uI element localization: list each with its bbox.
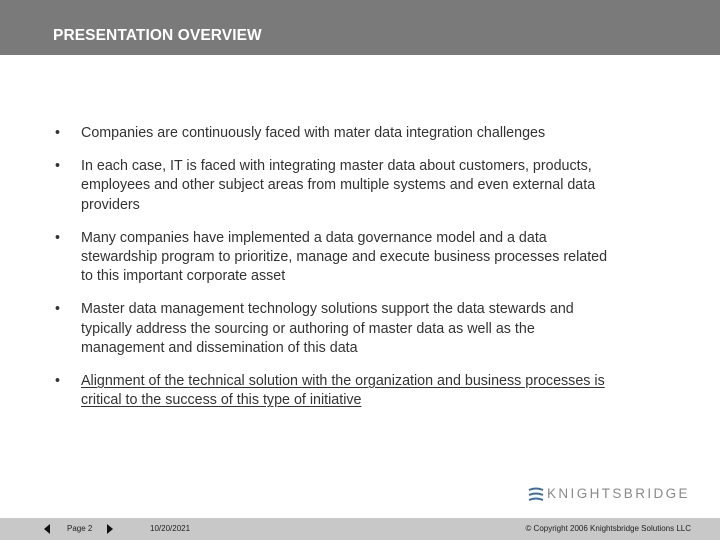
logo-wordmark: KNIGHTSBRIDGE	[547, 486, 690, 501]
footer-date: 10/20/2021	[150, 524, 191, 533]
bullet-item	[55, 372, 620, 410]
page-number: Page 2	[67, 524, 93, 533]
footer-copyright: © Copyright 2006 Knightsbridge Solutions LLC	[525, 524, 691, 533]
bullet-text-underlined: Alignment of the technical solution with the organization and business processes is critical to the success of this type of initiative	[81, 373, 605, 409]
knightsbridge-logo-icon	[528, 487, 544, 503]
bullet-dot: •	[55, 301, 61, 318]
bullet-item	[55, 229, 620, 287]
bullet-list	[55, 124, 620, 410]
bullet-text: In each case, IT is faced with integrating master data about customers, products, employees and other subject areas from multiple systems and even external data providers	[81, 158, 596, 213]
triangle-left-icon[interactable]	[41, 523, 53, 535]
bullet-dot: •	[55, 229, 61, 246]
bullet-item	[55, 124, 620, 143]
slide-header	[0, 0, 720, 55]
bullet-text: Companies are continuously faced with mater data integration challenges	[81, 125, 546, 141]
bullet-item	[55, 157, 620, 215]
bullet-text: Master data management technology solutions support the data stewards and typically address the sourcing or authoring of master data as well as the management and dissemination of this data	[81, 301, 574, 356]
triangle-right-icon[interactable]	[104, 523, 116, 535]
slide-footer	[0, 518, 720, 540]
bullet-dot: •	[55, 373, 61, 390]
bullet-dot: •	[55, 125, 61, 141]
bullet-item	[55, 300, 620, 358]
knightsbridge-logo	[528, 485, 700, 505]
bullet-text: Many companies have implemented a data governance model and a data stewardship program to prioritize, manage and execute business processes related to this important corporate asset	[81, 229, 608, 285]
bullet-dot: •	[55, 158, 61, 175]
slide-title: PRESENTATION OVERVIEW	[53, 27, 262, 44]
